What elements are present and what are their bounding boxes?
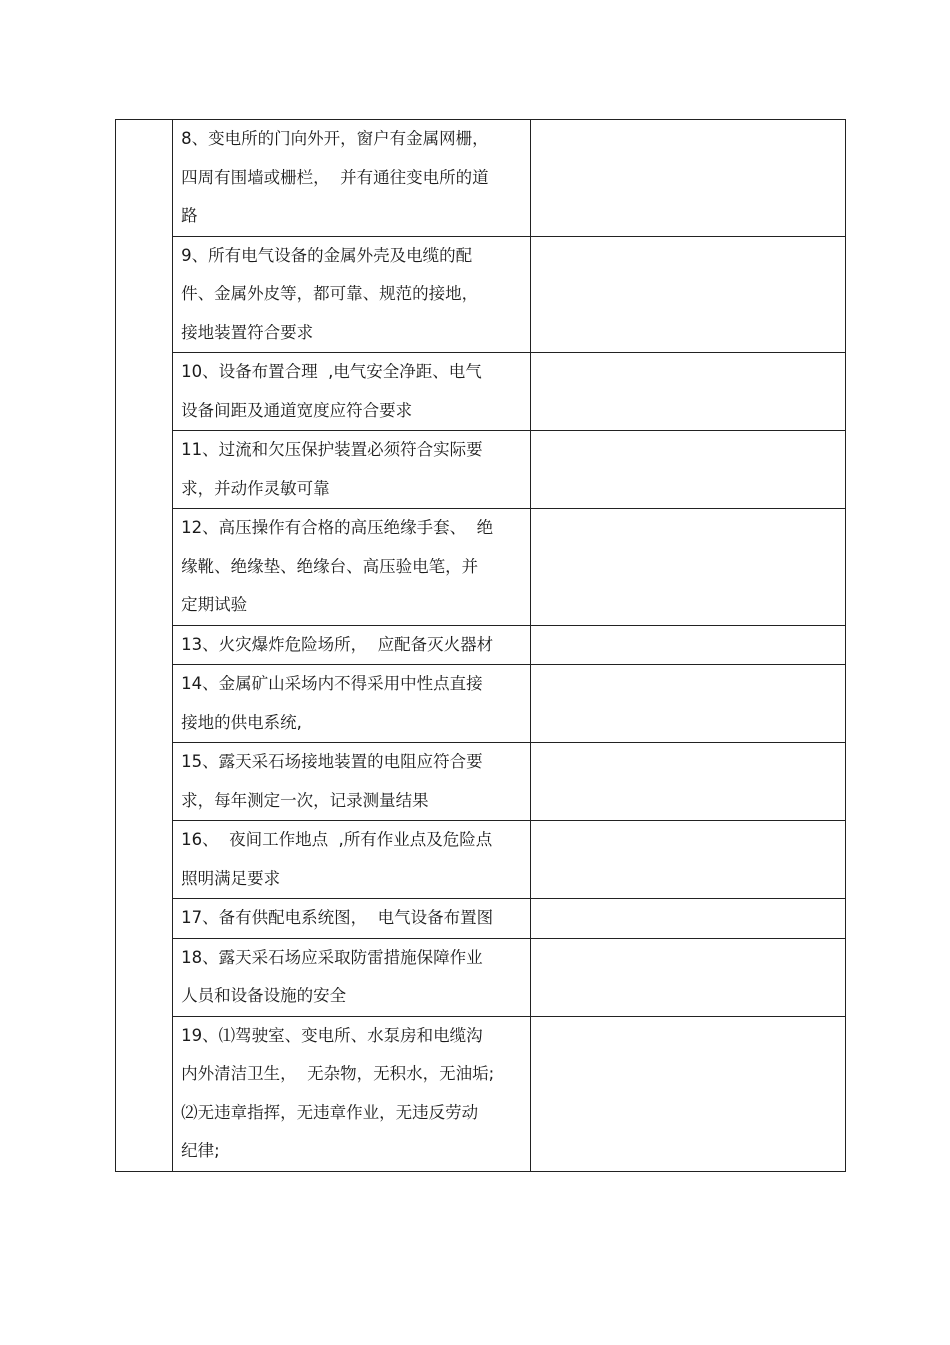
result-cell[interactable]: [530, 625, 845, 665]
result-cell[interactable]: [530, 743, 845, 821]
table-row: [116, 665, 846, 743]
result-cell[interactable]: [530, 120, 845, 237]
table-row: [116, 1016, 846, 1171]
table-row: [116, 353, 846, 431]
item-cell: [173, 353, 530, 431]
item-text: 15、露天采石场接地装置的电阻应符合要 求，每年测定一次，记录测量结果: [181, 752, 483, 810]
item-cell: [173, 821, 530, 899]
item-cell: [173, 509, 530, 626]
item-cell: [173, 938, 530, 1016]
item-cell: [173, 1016, 530, 1171]
result-cell[interactable]: [530, 353, 845, 431]
result-cell[interactable]: [530, 1016, 845, 1171]
item-text: 18、露天采石场应采取防雷措施保障作业 人员和设备设施的安全: [181, 947, 483, 1005]
result-cell[interactable]: [530, 509, 845, 626]
item-cell: [173, 431, 530, 509]
table-row: [116, 743, 846, 821]
inspection-checklist-table: [115, 119, 846, 1172]
item-text: 11、过流和欠压保护装置必须符合实际要 求，并动作灵敏可靠: [181, 440, 483, 498]
item-cell: [173, 665, 530, 743]
item-text: 12、高压操作有合格的高压绝缘手套、 绝 缘靴、绝缘垫、绝缘台、高压验电笔，并 定期试验: [181, 518, 494, 614]
table-row: [116, 509, 846, 626]
result-cell[interactable]: [530, 899, 845, 939]
item-cell: [173, 236, 530, 353]
table-row: [116, 431, 846, 509]
item-text: 16、 夜间工作地点 ,所有作业点及危险点 照明满足要求: [181, 830, 493, 888]
item-text: 13、火灾爆炸危险场所， 应配备灭火器材: [181, 634, 494, 654]
table-row: [116, 120, 846, 237]
table-row: [116, 899, 846, 939]
item-text: 9、所有电气设备的金属外壳及电缆的配 件、金属外皮等，都可靠、规范的接地， 接地装置符合要求: [181, 245, 479, 342]
item-cell: [173, 625, 530, 665]
item-cell: [173, 743, 530, 821]
result-cell[interactable]: [530, 665, 845, 743]
item-text: 19、⑴驾驶室、变电所、水泵房和电缆沟 内外清洁卫生， 无杂物，无积水，无油垢; ⑵无违章指挥，无违章作业，无违反劳动 纪律;: [181, 1025, 495, 1160]
result-cell[interactable]: [530, 236, 845, 353]
item-cell: [173, 120, 530, 237]
table-row: [116, 625, 846, 665]
table-row: [116, 236, 846, 353]
result-cell[interactable]: [530, 431, 845, 509]
item-text: 17、备有供配电系统图， 电气设备布置图: [181, 908, 494, 927]
checklist-body: [116, 120, 846, 1172]
result-cell[interactable]: [530, 821, 845, 899]
result-cell[interactable]: [530, 938, 845, 1016]
table-row: [116, 938, 846, 1016]
item-text: 14、金属矿山采场内不得采用中性点直接 接地的供电系统,: [181, 674, 483, 732]
category-cell: [116, 120, 173, 1172]
table-row: [116, 821, 846, 899]
item-cell: [173, 899, 530, 939]
item-text: 8、变电所的门向外开，窗户有金属网栅， 四周有围墙或栅栏， 并有通往变电所的道 路: [181, 129, 489, 225]
item-text: 10、设备布置合理 ,电气安全净距、电气 设备间距及通道宽度应符合要求: [181, 362, 482, 420]
